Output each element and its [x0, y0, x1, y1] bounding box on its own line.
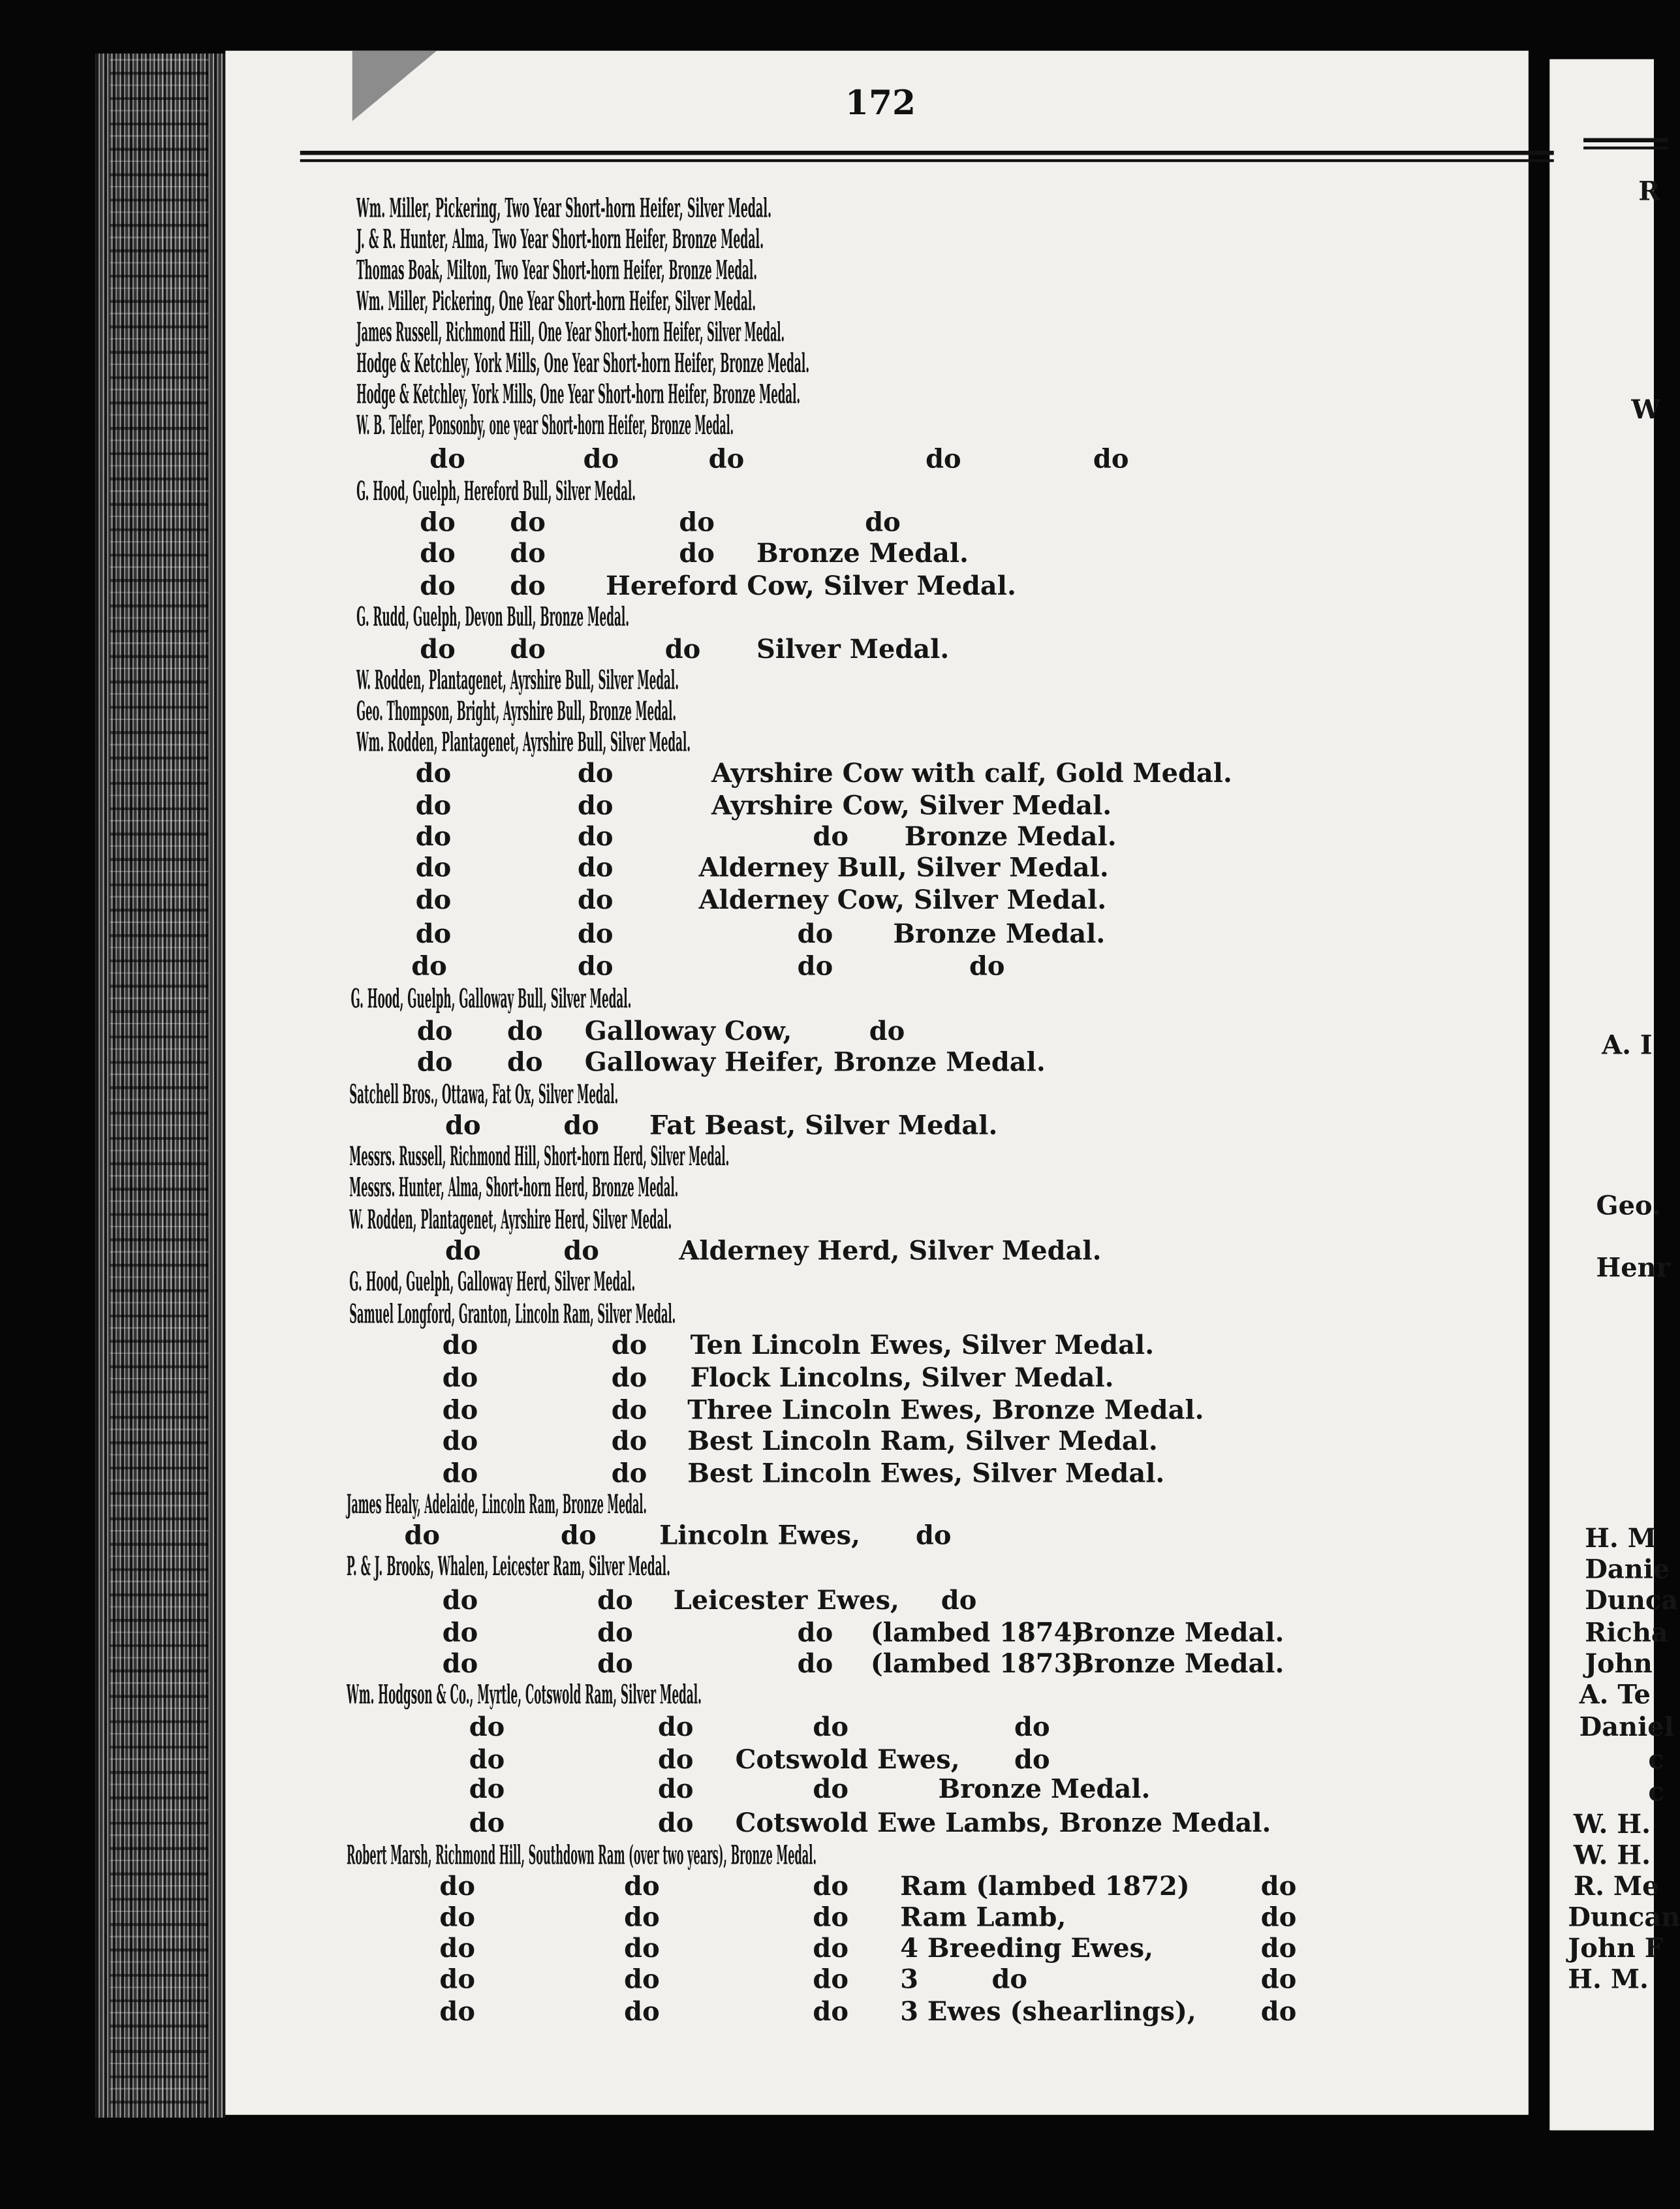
ditto-mark: do: [926, 445, 961, 475]
ditto-mark: do: [915, 1522, 952, 1552]
ditto-mark: do: [510, 572, 546, 602]
ditto-mark: do: [797, 1650, 833, 1680]
award-detail: Alderney Cow, Silver Medal.: [698, 886, 1107, 916]
ditto-mark: do: [442, 1619, 478, 1649]
award-detail: Galloway Heifer, Bronze Medal.: [584, 1048, 1046, 1078]
award-detail: Three Lincoln Ewes, Bronze Medal.: [687, 1396, 1204, 1426]
award-entry: Robert Marsh, Richmond Hill, Southdown Ram (over two years), Bronze Medal.: [346, 1841, 817, 1872]
ditto-mark: do: [577, 759, 614, 789]
ditto-mark: do: [561, 1522, 597, 1552]
award-entry: G. Hood, Guelph, Galloway Herd, Silver Medal.: [349, 1268, 636, 1298]
ditto-mark: do: [624, 1965, 660, 1996]
right-page-fragment: A. I: [1602, 1031, 1653, 1061]
award-detail: Cotswold Ewe Lambs, Bronze Medal.: [735, 1809, 1271, 1839]
award-detail: Lincoln Ewes,: [659, 1522, 861, 1552]
ditto-mark: do: [577, 920, 614, 950]
award-detail: Ten Lincoln Ewes, Silver Medal.: [690, 1331, 1155, 1362]
ditto-mark: do: [624, 1934, 660, 1964]
right-page-fragment: R: [1638, 177, 1660, 208]
ditto-mark: do: [611, 1364, 647, 1394]
ditto-mark: do: [664, 635, 701, 665]
award-detail: Ayrshire Cow with calf, Gold Medal.: [711, 759, 1232, 789]
ditto-mark: do: [577, 853, 614, 884]
ditto-mark: do: [510, 509, 546, 539]
award-detail: Best Lincoln Ram, Silver Medal.: [687, 1427, 1158, 1457]
right-page-fragment: Richa: [1585, 1619, 1668, 1649]
ditto-mark: do: [679, 539, 715, 569]
ditto-mark: do: [442, 1460, 478, 1490]
award-entry: Hodge & Ketchley, York Mills, One Year Short-horn Heifer, Bronze Medal.: [356, 349, 810, 379]
award-entry: W. Rodden, Plantagenet, Ayrshire Bull, Silver Medal.: [356, 666, 679, 697]
right-page-fragment: Daniel: [1579, 1713, 1674, 1743]
award-detail: Bronze Medal.: [756, 539, 969, 569]
ditto-mark: do: [797, 952, 833, 982]
ditto-mark: do: [469, 1713, 505, 1743]
ditto-mark: do: [813, 1965, 848, 1996]
award-entry: W. Rodden, Plantagenet, Ayrshire Herd, Silver Medal.: [349, 1206, 672, 1236]
award-entry: P. & J. Brooks, Whalen, Leicester Ram, Silver Medal.: [346, 1552, 670, 1582]
award-entry: James Healy, Adelaide, Lincoln Ram, Bronze Medal.: [346, 1490, 647, 1520]
ditto-mark: do: [415, 759, 452, 789]
right-page-fragment: Henr: [1596, 1253, 1670, 1284]
ditto-mark: do: [420, 635, 456, 665]
award-entry: W. B. Telfer, Ponsonby, one year Short-horn Heifer, Bronze Medal.: [356, 411, 734, 441]
ditto-mark: do: [708, 445, 745, 475]
award-detail: 3: [900, 1965, 919, 1996]
ditto-mark: do: [679, 509, 715, 539]
ditto-mark: do: [577, 792, 614, 822]
ditto-mark: do: [469, 1809, 505, 1839]
ditto-mark: do: [797, 1619, 833, 1649]
ditto-mark: do: [563, 1111, 599, 1142]
award-entry: James Russell, Richmond Hill, One Year Short-horn Heifer, Silver Medal.: [356, 318, 785, 349]
ditto-mark: do: [1014, 1746, 1050, 1776]
award-detail: Ram Lamb,: [900, 1903, 1066, 1934]
ditto-mark: do: [439, 1998, 475, 2028]
ditto-mark: do: [941, 1586, 977, 1616]
right-page-fragment: A. Te: [1579, 1680, 1651, 1711]
right-page-fragment: c: [1648, 1746, 1664, 1776]
right-page-fragment: H. M.: [1568, 1965, 1649, 1996]
ditto-mark: do: [657, 1746, 694, 1776]
ditto-mark: do: [611, 1331, 647, 1362]
ditto-mark: do: [507, 1017, 543, 1047]
ditto-mark: do: [813, 1872, 848, 1902]
award-detail: Galloway Cow,: [584, 1017, 792, 1047]
ditto-mark: do: [813, 1903, 848, 1934]
ditto-mark: do: [439, 1903, 475, 1934]
ditto-mark: do: [420, 539, 456, 569]
award-detail: Hereford Cow, Silver Medal.: [606, 572, 1016, 602]
award-entry: Geo. Thompson, Bright, Ayrshire Bull, Bronze Medal.: [356, 697, 677, 727]
spine-texture: [110, 56, 208, 2113]
ditto-mark: do: [577, 952, 614, 982]
award-detail: Leicester Ewes,: [673, 1586, 899, 1616]
ditto-mark: do: [420, 509, 456, 539]
ditto-mark: do: [1014, 1713, 1050, 1743]
right-page-fragment: c: [1648, 1778, 1664, 1808]
ditto-mark: do: [865, 509, 901, 539]
ditto-mark: do: [1260, 1934, 1297, 1964]
ditto-mark: do: [869, 1017, 905, 1047]
award-detail: Flock Lincolns, Silver Medal.: [690, 1364, 1114, 1394]
award-entry: Satchell Bros., Ottawa, Fat Ox, Silver Medal.: [349, 1080, 619, 1110]
ditto-mark: do: [624, 1872, 660, 1902]
award-entry: Wm. Hodgson & Co., Myrtle, Cotswold Ram, Silver Medal.: [346, 1680, 702, 1711]
ditto-mark: do: [797, 920, 833, 950]
ditto-mark: do: [442, 1364, 478, 1394]
ditto-mark: do: [429, 445, 465, 475]
ditto-mark: do: [813, 1998, 848, 2028]
ditto-mark: do: [445, 1237, 481, 1267]
ditto-mark: do: [813, 1713, 848, 1743]
right-page-fragment: W: [1631, 396, 1661, 426]
award-entry: Hodge & Ketchley, York Mills, One Year Short-horn Heifer, Bronze Medal.: [356, 380, 801, 411]
ditto-mark: do: [415, 920, 452, 950]
right-page-fragment: John F: [1568, 1934, 1664, 1964]
right-page-fragment: W. H.: [1573, 1810, 1651, 1840]
ditto-mark: do: [442, 1331, 478, 1362]
award-detail: (lambed 1873): [870, 1650, 1085, 1680]
award-detail: Bronze Medal.: [1072, 1650, 1284, 1680]
award-detail: Best Lincoln Ewes, Silver Medal.: [687, 1460, 1165, 1490]
award-entry: J. & R. Hunter, Alma, Two Year Short-horn Heifer, Bronze Medal.: [356, 225, 764, 255]
ditto-mark: do: [657, 1809, 694, 1839]
ditto-mark: do: [1260, 1965, 1297, 1996]
right-page-fragment: Duncan: [1568, 1903, 1680, 1934]
right-page-fragment: Danie: [1585, 1555, 1670, 1586]
ditto-mark: do: [442, 1586, 478, 1616]
ditto-mark: do: [416, 1017, 453, 1047]
award-detail: Alderney Herd, Silver Medal.: [679, 1237, 1102, 1267]
ditto-mark: do: [991, 1965, 1028, 1996]
award-detail: Cotswold Ewes,: [735, 1746, 960, 1776]
award-entry: G. Hood, Guelph, Galloway Bull, Silver Medal.: [350, 984, 632, 1015]
right-page-fragment: H. M: [1585, 1524, 1657, 1554]
award-detail: Ayrshire Cow, Silver Medal.: [711, 792, 1112, 822]
ditto-mark: do: [624, 1903, 660, 1934]
ditto-mark: do: [813, 1934, 848, 1964]
right-page-fragment: John: [1585, 1650, 1653, 1680]
ditto-mark: do: [415, 822, 452, 853]
award-entry: Wm. Miller, Pickering, Two Year Short-horn Heifer, Silver Medal.: [356, 194, 772, 225]
award-entry: G. Rudd, Guelph, Devon Bull, Bronze Medal.: [356, 603, 630, 633]
ditto-mark: do: [415, 853, 452, 884]
ditto-mark: do: [439, 1965, 475, 1996]
right-page-fragment: R. Me: [1573, 1872, 1659, 1902]
ditto-mark: do: [1260, 1903, 1297, 1934]
award-entry: Wm. Miller, Pickering, One Year Short-horn Heifer, Silver Medal.: [356, 287, 756, 317]
ditto-mark: do: [1260, 1872, 1297, 1902]
award-entry: Samuel Longford, Granton, Lincoln Ram, Silver Medal.: [349, 1300, 676, 1330]
ditto-mark: do: [611, 1460, 647, 1490]
award-detail: Silver Medal.: [756, 635, 950, 665]
ditto-mark: do: [469, 1746, 505, 1776]
ditto-mark: do: [813, 1775, 848, 1805]
ditto-mark: do: [1093, 445, 1129, 475]
ditto-mark: do: [404, 1522, 441, 1552]
ditto-mark: do: [510, 539, 546, 569]
ditto-mark: do: [611, 1427, 647, 1457]
ditto-mark: do: [411, 952, 447, 982]
ditto-mark: do: [415, 792, 452, 822]
header-rule-thick: [300, 151, 1554, 155]
ditto-mark: do: [415, 886, 452, 916]
right-page-fragment: W. H.: [1573, 1841, 1651, 1872]
ditto-mark: do: [1260, 1998, 1297, 2028]
ditto-mark: do: [624, 1998, 660, 2028]
award-detail: Bronze Medal.: [938, 1775, 1151, 1805]
ditto-mark: do: [583, 445, 619, 475]
ditto-mark: do: [563, 1237, 599, 1267]
ditto-mark: do: [611, 1396, 647, 1426]
right-page-fragment: Geo.: [1596, 1192, 1661, 1222]
right-header-rule-thick: [1583, 138, 1668, 142]
ditto-mark: do: [510, 635, 546, 665]
award-entry: Wm. Rodden, Plantagenet, Ayrshire Bull, Silver Medal.: [356, 728, 691, 759]
award-entry: Messrs. Russell, Richmond Hill, Short-horn Herd, Silver Medal.: [349, 1142, 730, 1172]
award-detail: Alderney Bull, Silver Medal.: [698, 853, 1109, 884]
ditto-mark: do: [442, 1396, 478, 1426]
award-detail: Fat Beast, Silver Medal.: [649, 1111, 998, 1142]
ditto-mark: do: [442, 1650, 478, 1680]
ditto-mark: do: [577, 822, 614, 853]
ditto-mark: do: [577, 886, 614, 916]
ditto-mark: do: [439, 1872, 475, 1902]
award-detail: (lambed 1874): [870, 1619, 1085, 1649]
ditto-mark: do: [445, 1111, 481, 1142]
ditto-mark: do: [439, 1934, 475, 1964]
award-detail: 3 Ewes (shearlings),: [900, 1998, 1196, 2028]
ditto-mark: do: [597, 1619, 633, 1649]
award-detail: Ram (lambed 1872): [900, 1872, 1190, 1902]
award-detail: Bronze Medal.: [893, 920, 1106, 950]
award-entry: Messrs. Hunter, Alma, Short-horn Herd, Bronze Medal.: [349, 1173, 679, 1204]
ditto-mark: do: [469, 1775, 505, 1805]
award-entry: Thomas Boak, Milton, Two Year Short-horn Heifer, Bronze Medal.: [356, 256, 758, 287]
ditto-mark: do: [597, 1650, 633, 1680]
ditto-mark: do: [657, 1775, 694, 1805]
header-rule-thin: [300, 159, 1554, 161]
award-detail: Bronze Medal.: [904, 822, 1117, 853]
ditto-mark: do: [416, 1048, 453, 1078]
ditto-mark: do: [813, 822, 848, 853]
ditto-mark: do: [507, 1048, 543, 1078]
page-number: 172: [845, 82, 916, 123]
award-detail: Bronze Medal.: [1072, 1619, 1284, 1649]
ditto-mark: do: [420, 572, 456, 602]
ditto-mark: do: [969, 952, 1005, 982]
right-page-fragment: Dunca: [1585, 1586, 1679, 1616]
ditto-mark: do: [657, 1713, 694, 1743]
ditto-mark: do: [442, 1427, 478, 1457]
award-detail: 4 Breeding Ewes,: [900, 1934, 1154, 1964]
ditto-mark: do: [597, 1586, 633, 1616]
right-header-rule-thin: [1583, 146, 1668, 148]
award-entry: G. Hood, Guelph, Hereford Bull, Silver Medal.: [356, 477, 636, 508]
